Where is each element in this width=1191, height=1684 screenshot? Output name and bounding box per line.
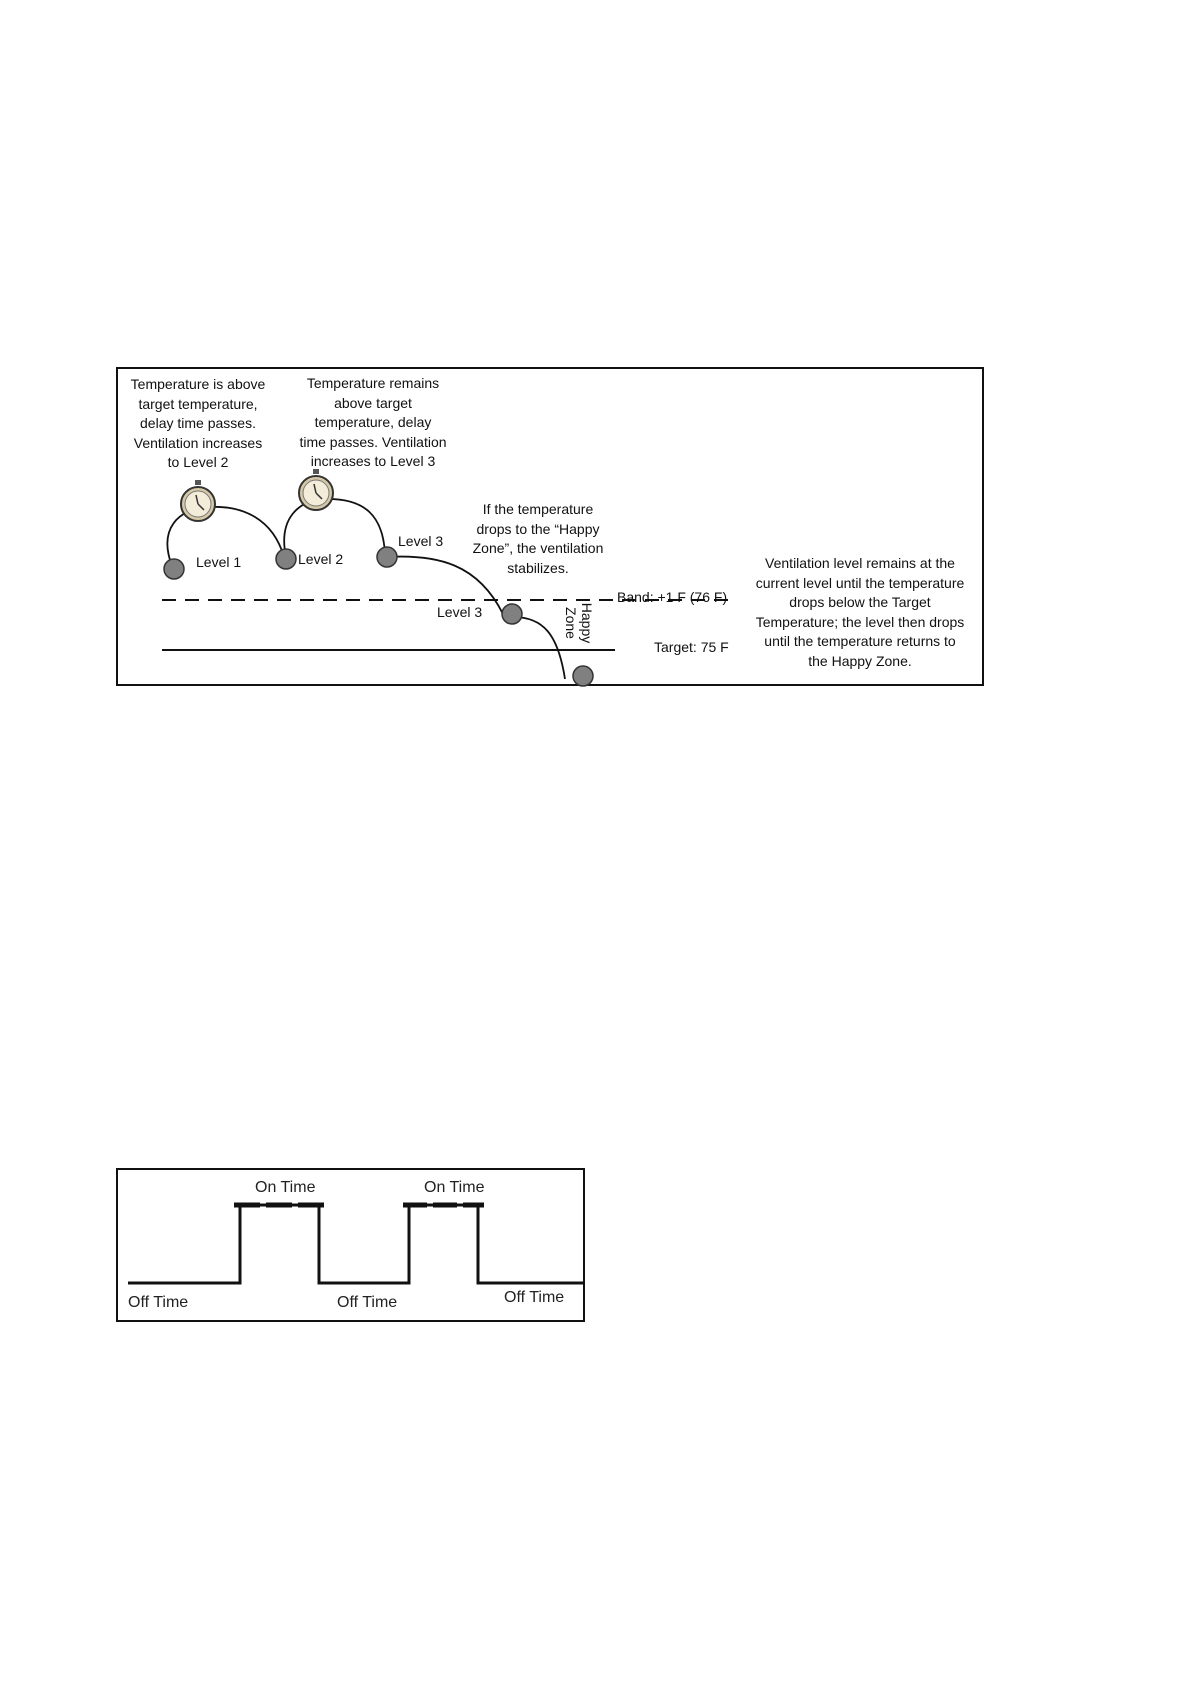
stopwatch-icon: [299, 469, 333, 510]
on-off-time-diagram: [116, 1168, 585, 1322]
arc-level2-to-level3: [284, 499, 385, 557]
level3-lower-label: Level 3: [437, 604, 483, 620]
level3-label: Level 3: [398, 533, 444, 549]
curve-happy-zone-down: [513, 617, 565, 679]
level3-lower-ball: [502, 604, 522, 624]
note-level-remains: Ventilation level remains at the current level until the temperature drops below the Target Temperature; the level then drops until the temperature returns to the Happy Zone.: [755, 555, 965, 669]
off-time-label-1: Off Time: [128, 1294, 189, 1311]
on-time-label-2: On Time: [424, 1179, 485, 1196]
ventilation-level-diagram: [116, 367, 984, 686]
level2-ball: [276, 549, 296, 569]
on-time-label-1: On Time: [255, 1179, 316, 1196]
level3-ball: [377, 547, 397, 567]
band-label: Band: +1 F (76 F): [617, 589, 728, 605]
happy-zone-label: Happy Zone: [563, 602, 595, 644]
level1-label: Level 1: [196, 554, 242, 570]
target-label: Target: 75 F: [654, 639, 729, 655]
square-wave: [128, 1205, 585, 1283]
stopwatch-icon: [181, 480, 215, 521]
note-level3-increase: Temperature remains above target temperature, delay time passes. Ventilation increases to Level 3: [299, 375, 447, 469]
note-level2-increase: Temperature is above target temperature, delay time passes. Ventilation increases to Level 2: [130, 376, 266, 470]
off-time-label-2: Off Time: [337, 1294, 398, 1311]
level1-ball: [164, 559, 184, 579]
off-time-label-3: Off Time: [504, 1289, 565, 1306]
target-ball: [573, 666, 593, 686]
note-happy-zone: If the temperature drops to the “Happy Zone”, the ventilation stabilizes.: [472, 501, 604, 576]
level2-label: Level 2: [298, 551, 344, 567]
